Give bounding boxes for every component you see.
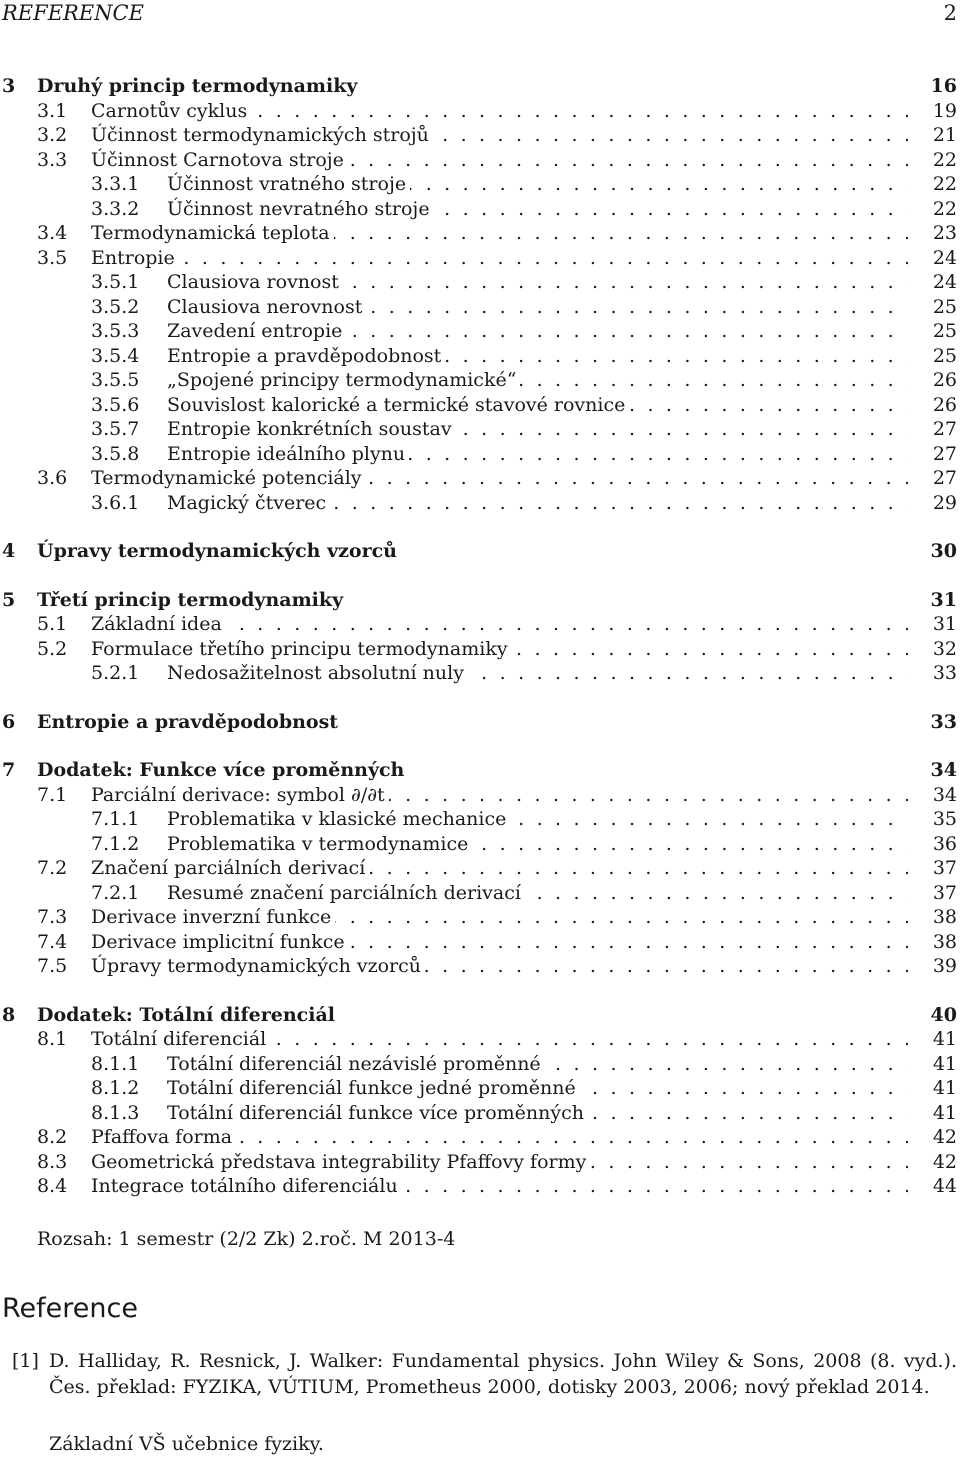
toc-chapter[interactable] [0,1003,960,1028]
toc-number: 8.1 [37,1028,68,1050]
toc-page-number: 33 [932,662,957,684]
toc-subsection[interactable] [0,442,960,467]
toc-page-number: 32 [932,637,957,660]
toc-number: 8.1.3 [91,1101,140,1124]
toc-title: Totální diferenciál funkce více proměnných [167,1101,588,1126]
toc-title: Termodynamická teplota [91,221,334,246]
toc-title: Resumé značení parciálních derivací [167,881,525,906]
toc-number: 7.5 [37,955,68,977]
toc-page-number: 36 [932,832,957,855]
toc-subsection[interactable] [0,1076,960,1101]
toc-number: 7.1.1 [91,808,140,830]
toc-page-number: 34 [930,759,957,781]
toc-number: 3.4 [37,222,68,244]
toc-number: 3.5 [37,246,68,269]
toc-page-number: 25 [932,295,957,318]
toc-page-number: 38 [932,906,957,928]
toc-title: Entropie [91,246,179,271]
toc-number: 8.2 [37,1126,68,1148]
toc-page-number: 31 [930,588,957,611]
toc-title: Účinnost termodynamických strojů [91,123,433,148]
toc-number: 3.5.7 [91,418,140,440]
toc-title: Totální diferenciál funkce jedné proměnné [167,1076,580,1101]
toc-number: 7.1 [37,783,68,806]
toc-title: Úpravy termodynamických vzorců [37,539,401,564]
toc-section[interactable] [0,783,960,808]
toc-section[interactable] [0,466,960,491]
table-of-contents [0,74,960,1199]
toc-title: Entropie konkrétních soustav [167,417,456,442]
toc-title: Clausiova rovnost [167,270,343,295]
toc-page-number: 41 [932,1052,957,1075]
toc-section[interactable] [0,612,960,637]
toc-title: Magický čtverec [167,491,330,516]
toc-number: 8 [2,1003,16,1026]
toc-number: 6 [2,710,16,733]
toc-title: Totální diferenciál nezávislé proměnné [167,1052,545,1077]
toc-page-number: 16 [930,75,957,97]
toc-title: Účinnost Carnotova stroje [91,148,348,173]
toc-number: 3.6.1 [91,491,140,514]
toc-number: 4 [2,540,16,562]
toc-title: Parciální derivace: symbol ∂/∂t [91,783,389,808]
toc-number: 8.3 [37,1150,68,1173]
toc-leader-dots [91,246,908,271]
toc-page-number: 37 [932,857,957,879]
toc-page-number: 25 [932,320,957,342]
toc-section[interactable] [0,905,960,930]
toc-number: 8.1.1 [91,1052,140,1075]
toc-page-number: 19 [932,99,957,122]
toc-page-number: 27 [932,467,957,489]
toc-title: Účinnost nevratného stroje [167,197,434,222]
toc-title: Geometrická představa integrability Pfaffovy formy [91,1150,590,1175]
toc-number: 3.5.2 [91,295,140,318]
toc-subsection[interactable] [0,172,960,197]
toc-subsection[interactable] [0,661,960,686]
toc-title: Úpravy termodynamických vzorců [91,954,425,979]
toc-number: 7.2.1 [91,881,140,904]
toc-number: 3.5.3 [91,320,140,342]
toc-number: 5 [2,588,16,611]
toc-number: 7 [2,759,16,781]
toc-subsection[interactable] [0,1052,960,1077]
toc-page-number: 34 [932,783,957,806]
toc-number: 8.4 [37,1175,68,1197]
toc-number: 8.1.2 [91,1077,140,1099]
toc-page-number: 39 [932,955,957,977]
toc-section[interactable] [0,930,960,955]
toc-page-number: 27 [932,442,957,465]
toc-chapter[interactable] [0,74,960,99]
toc-number: 5.2.1 [91,662,140,684]
toc-number: 3.6 [37,467,68,489]
toc-section[interactable] [0,221,960,246]
toc-page-number: 31 [932,613,957,635]
toc-number: 3.2 [37,124,68,146]
page-number: 2 [943,1,957,25]
toc-title: Pfaffova forma [91,1125,236,1150]
toc-title: Dodatek: Funkce více proměnných [37,758,408,783]
toc-section[interactable] [0,637,960,662]
toc-title: Základní idea [91,612,226,637]
toc-title: Zavedení entropie [167,319,346,344]
toc-section[interactable] [0,246,960,271]
toc-subsection[interactable] [0,295,960,320]
toc-title: Integrace totálního diferenciálu [91,1174,402,1199]
toc-title: Derivace inverzní funkce [91,905,335,930]
toc-page-number: 37 [932,881,957,904]
course-scope-note: Rozsah: 1 semestr (2/2 Zk) 2.roč. M 2013-4 [37,1228,456,1250]
toc-number: 3.5.4 [91,344,140,367]
toc-page-number: 42 [932,1126,957,1148]
toc-section[interactable] [0,148,960,173]
toc-page-number: 22 [932,173,957,195]
toc-page-number: 24 [932,271,957,293]
toc-page-number: 26 [932,369,957,391]
toc-section[interactable] [0,99,960,124]
toc-subsection[interactable] [0,319,960,344]
toc-section[interactable] [0,856,960,881]
toc-number: 3.3.2 [91,197,140,220]
toc-number: 7.4 [37,930,68,953]
toc-subsection[interactable] [0,491,960,516]
toc-number: 3.3 [37,148,68,171]
reference-note: Základní VŠ učebnice fyziky. [49,1433,324,1455]
reference-text: D. Halliday, R. Resnick, J. Walker: Fundamental physics. John Wiley & Sons, 2008 (8. vyd.). Čes. překlad: FYZIKA, VÚTIUM, Prometheus 2000, dotisky 2003, 2006; nový překlad 2014. [49,1350,957,1398]
toc-number: 3.5.6 [91,393,140,416]
toc-chapter[interactable] [0,710,960,735]
toc-chapter[interactable] [0,539,960,564]
toc-subsection[interactable] [0,832,960,857]
toc-title: Účinnost vratného stroje [167,172,410,197]
toc-title: „Spojené principy termodynamické“ [167,368,520,393]
toc-title: Entropie ideálního plynu [167,442,409,467]
toc-page-number: 22 [932,148,957,171]
toc-subsection[interactable] [0,270,960,295]
toc-title: Formulace třetího principu termodynamiky [91,637,512,662]
toc-subsection[interactable] [0,1101,960,1126]
toc-title: Entropie a pravděpodobnost [167,344,445,369]
toc-title: Značení parciálních derivací [91,856,369,881]
toc-title: Totální diferenciál [91,1027,270,1052]
toc-page-number: 41 [932,1101,957,1124]
toc-page-number: 21 [932,124,957,146]
toc-number: 5.2 [37,637,68,660]
toc-title: Souvislost kalorické a termické stavové rovnice [167,393,629,418]
toc-subsection[interactable] [0,393,960,418]
toc-subsection[interactable] [0,807,960,832]
toc-subsection[interactable] [0,881,960,906]
toc-page-number: 40 [930,1003,957,1026]
toc-title: Druhý princip termodynamiky [37,74,361,99]
toc-page-number: 29 [932,491,957,514]
toc-subsection[interactable] [0,417,960,442]
toc-number: 3.5.8 [91,442,140,465]
toc-chapter[interactable] [0,758,960,783]
toc-number: 3 [2,75,16,97]
toc-title: Problematika v termodynamice [167,832,472,857]
reference-label: [1] [12,1350,39,1372]
toc-number: 7.3 [37,906,68,928]
toc-title: Nedosažitelnost absolutní nuly [167,661,468,686]
toc-page-number: 23 [932,222,957,244]
toc-section[interactable] [0,1174,960,1199]
toc-number: 5.1 [37,613,68,635]
toc-subsection[interactable] [0,368,960,393]
toc-title: Dodatek: Totální diferenciál [37,1003,339,1028]
toc-page-number: 38 [932,930,957,953]
toc-page-number: 35 [932,808,957,830]
toc-title: Clausiova nerovnost [167,295,366,320]
toc-page-number: 22 [932,197,957,220]
toc-chapter[interactable] [0,588,960,613]
toc-title: Entropie a pravděpodobnost [37,710,342,735]
toc-title: Problematika v klasické mechanice [167,807,510,832]
toc-title: Třetí princip termodynamiky [37,588,347,613]
toc-page-number: 44 [932,1175,957,1197]
toc-page-number: 26 [932,393,957,416]
running-header-title: REFERENCE [2,1,144,25]
toc-page-number: 25 [932,344,957,367]
toc-subsection[interactable] [0,344,960,369]
toc-page-number: 41 [932,1028,957,1050]
toc-number: 3.1 [37,99,68,122]
toc-section[interactable] [0,1027,960,1052]
toc-number: 3.5.1 [91,271,140,293]
toc-number: 3.3.1 [91,173,140,195]
toc-page-number: 30 [930,540,957,562]
toc-page-number: 27 [932,418,957,440]
toc-title: Derivace implicitní funkce [91,930,349,955]
toc-title: Termodynamické potenciály [91,466,366,491]
toc-section[interactable] [0,1125,960,1150]
toc-page-number: 41 [932,1077,957,1099]
toc-subsection[interactable] [0,197,960,222]
toc-section[interactable] [0,1150,960,1175]
toc-page-number: 24 [932,246,957,269]
toc-number: 7.2 [37,857,68,879]
toc-number: 7.1.2 [91,832,140,855]
toc-title: Carnotův cyklus [91,99,251,124]
toc-page-number: 33 [930,710,957,733]
toc-number: 3.5.5 [91,369,140,391]
toc-section[interactable] [0,123,960,148]
toc-section[interactable] [0,954,960,979]
toc-page-number: 42 [932,1150,957,1173]
running-header [0,0,960,26]
references-heading: Reference [2,1293,138,1324]
